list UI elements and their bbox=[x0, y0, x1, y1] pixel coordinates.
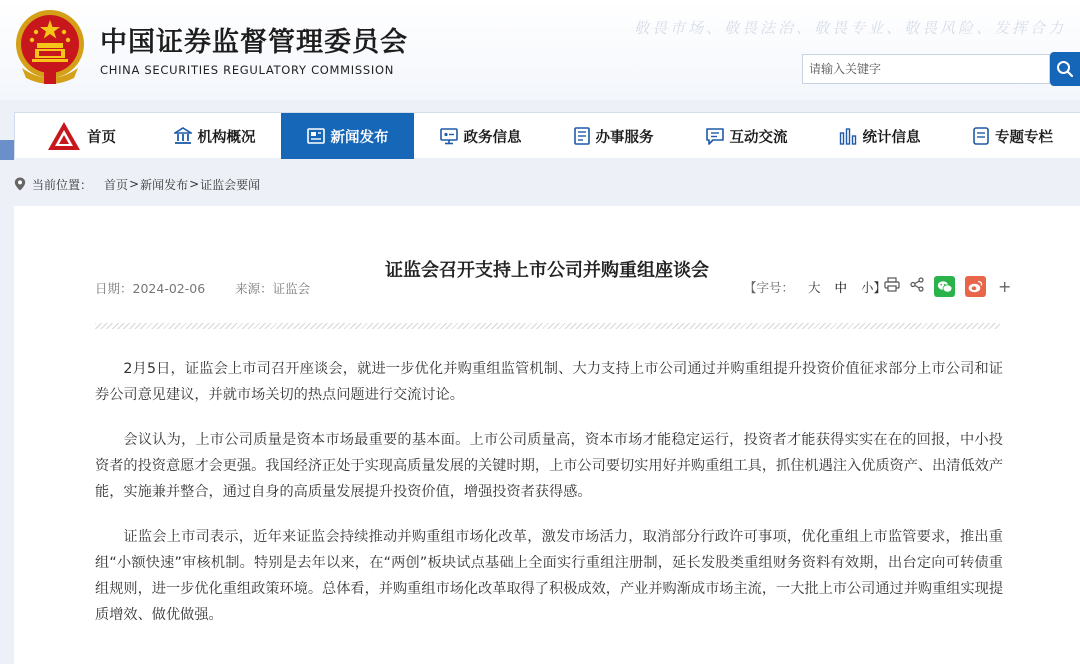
nav-item-news[interactable] bbox=[281, 113, 414, 159]
site-title-cn: 中国证券监督管理委员会 bbox=[100, 27, 408, 58]
breadcrumb-csrc-news[interactable]: 证监会要闻 bbox=[200, 177, 261, 192]
breadcrumb bbox=[14, 174, 260, 194]
national-emblem-icon[interactable] bbox=[14, 8, 86, 86]
share-icon[interactable] bbox=[910, 277, 924, 296]
news-icon bbox=[307, 128, 325, 144]
breadcrumb-prefix: 当前位置： bbox=[32, 177, 93, 192]
date-label: 日期： bbox=[95, 281, 133, 296]
divider bbox=[95, 323, 1000, 329]
source-label: 来源： bbox=[235, 281, 273, 296]
document-icon bbox=[574, 127, 590, 145]
font-size-small[interactable]: 小】 bbox=[861, 280, 887, 295]
share-tools bbox=[884, 276, 1011, 297]
font-size-large[interactable]: 大 bbox=[808, 280, 821, 295]
breadcrumb-separator: > bbox=[189, 177, 200, 191]
nav-item-label: 机构概况 bbox=[197, 129, 256, 146]
article-container bbox=[14, 206, 1080, 664]
nav-item-label: 政务信息 bbox=[463, 129, 522, 146]
breadcrumb-separator: > bbox=[129, 177, 140, 191]
chat-icon bbox=[706, 128, 724, 145]
bar-chart-icon bbox=[839, 128, 857, 145]
nav-item-label: 新闻发布 bbox=[330, 129, 389, 146]
plus-icon[interactable]: + bbox=[998, 277, 1012, 296]
breadcrumb-news[interactable]: 新闻发布 bbox=[140, 177, 189, 192]
article-paragraph: 2月5日，证监会上市司召开座谈会，就进一步优化并购重组监管机制、大力支持上市公司通过并购重组提升投资价值征求部分上市公司和证券公司意见建议，并就市场关切的热点问题进行交流讨论。 bbox=[95, 361, 1003, 403]
search-input[interactable] bbox=[802, 54, 1050, 84]
nav-item-home[interactable] bbox=[15, 113, 148, 159]
csrc-logo-icon bbox=[47, 120, 81, 152]
nav-item-gov-info[interactable] bbox=[414, 113, 547, 159]
nav-item-services[interactable] bbox=[547, 113, 680, 159]
article-body bbox=[95, 356, 1003, 647]
article-title: 证监会召开支持上市公司并购重组座谈会 bbox=[385, 260, 709, 281]
location-pin-icon bbox=[14, 177, 26, 191]
article-meta bbox=[95, 279, 310, 297]
font-size-tools bbox=[744, 276, 886, 298]
nav-stripe bbox=[0, 140, 14, 160]
monitor-icon bbox=[440, 128, 458, 145]
nav-item-interaction[interactable] bbox=[680, 113, 813, 159]
breadcrumb-home[interactable]: 首页 bbox=[104, 177, 129, 192]
main-nav-wrapper bbox=[0, 110, 1080, 158]
nav-item-label: 办事服务 bbox=[595, 129, 654, 146]
site-title-en: CHINA SECURITIES REGULATORY COMMISSION bbox=[100, 63, 395, 77]
nav-item-about[interactable] bbox=[148, 113, 281, 159]
nav-item-label: 互动交流 bbox=[729, 129, 788, 146]
search-button[interactable] bbox=[1050, 52, 1080, 86]
main-nav bbox=[14, 112, 1080, 158]
article-paragraph: 证监会上市司表示，近年来证监会持续推动并购重组市场化改革，激发市场活力，取消部分行政许可事项，优化重组上市监管要求，推出重组“小额快速”审核机制。特别是去年以来，在“两创”板块试点基础上全面实行重组注册制，延长发股类重组财务资料有效期，出台定向可转债重组规则，进一步优化重组政策环境。总体看，并购重组市场化改革取得了积极成效，产业并购渐成市场主流，一大批上市公司通过并购重组实现提质增效、做优做强。 bbox=[95, 529, 1004, 623]
nav-item-label: 首页 bbox=[87, 129, 116, 146]
folder-icon bbox=[973, 127, 989, 145]
nav-item-label: 统计信息 bbox=[862, 129, 921, 146]
site-header bbox=[0, 0, 1080, 100]
search-icon bbox=[1056, 60, 1074, 78]
building-icon bbox=[174, 127, 192, 145]
font-size-label: 【字号： bbox=[744, 280, 795, 295]
font-size-medium[interactable]: 中 bbox=[834, 280, 848, 295]
article-source: 证监会 bbox=[272, 281, 311, 296]
article-date: 2024-02-06 bbox=[132, 281, 206, 296]
slogan: 敬畏市场、敬畏法治、敬畏专业、敬畏风险、发挥合力 bbox=[633, 19, 1066, 37]
wechat-icon[interactable] bbox=[934, 276, 955, 297]
weibo-icon[interactable] bbox=[965, 276, 986, 297]
article-paragraph: 会议认为，上市公司质量是资本市场最重要的基本面。上市公司质量高，资本市场才能稳定运行，投资者才能获得实实在在的回报，中小投资者的投资意愿才会更强。我国经济正处于实现高质量发展的关键时期，上市公司要切实用好并购重组工具，抓住机遇注入优质资产、出清低效产能，实施兼并整合，通过自身的高质量发展提升投资价值，增强投资者获得感。 bbox=[95, 432, 1004, 500]
nav-item-statistics[interactable] bbox=[813, 113, 946, 159]
print-icon[interactable] bbox=[884, 277, 900, 296]
nav-item-topics[interactable] bbox=[946, 113, 1080, 159]
nav-item-label: 专题专栏 bbox=[995, 129, 1053, 146]
